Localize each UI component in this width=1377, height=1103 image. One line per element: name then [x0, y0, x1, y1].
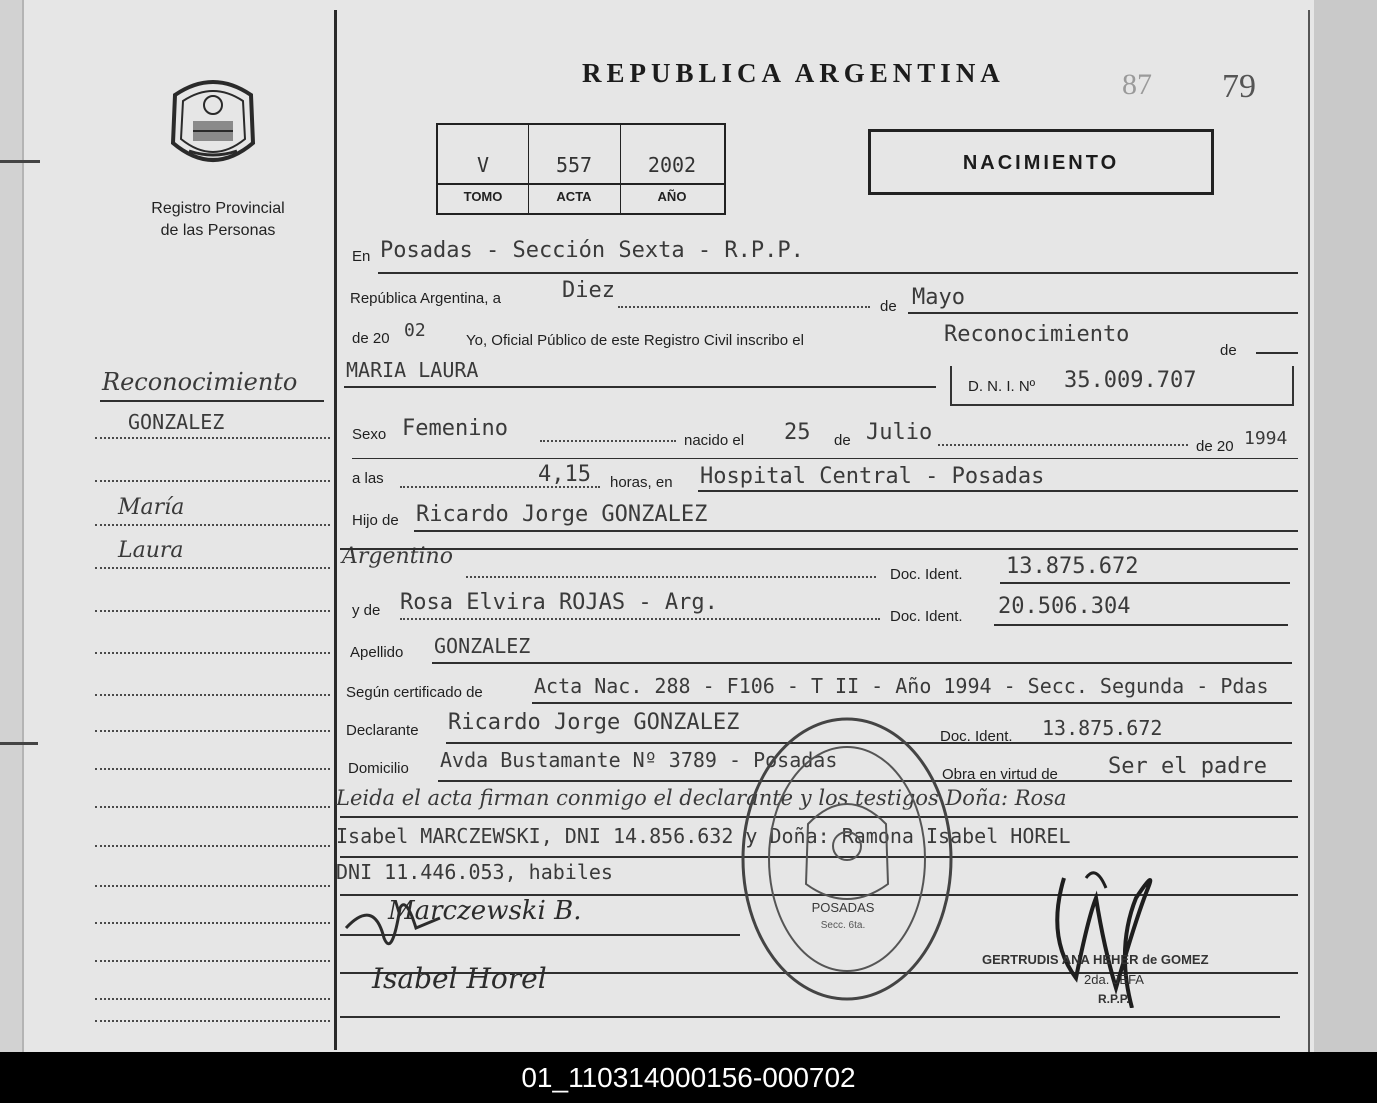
record-type-label: NACIMIENTO	[962, 152, 1120, 174]
l10-label: Apellido	[350, 644, 404, 661]
l6-value: 4,15	[538, 462, 591, 487]
l3-value: 02	[404, 320, 426, 341]
registry-name-line2: de las Personas	[160, 222, 276, 239]
l5-year: 1994	[1244, 428, 1288, 449]
l5-label: Sexo	[352, 426, 387, 443]
l12-label: Declarante	[346, 722, 419, 739]
form-dots	[540, 440, 676, 442]
l12-doc-label: Doc. Ident.	[940, 728, 1013, 745]
ano-label: AÑO	[657, 189, 687, 204]
l5-mid: nacido el	[684, 432, 745, 449]
l9-doc-value: 20.506.304	[998, 594, 1131, 619]
l11-label: Según certificado de	[346, 684, 483, 701]
form-line	[340, 548, 1298, 550]
l10-value: GONZALEZ	[434, 634, 531, 658]
binding-edge	[0, 0, 24, 1052]
acta-cell	[528, 125, 621, 213]
l12-doc-value: 13.875.672	[1042, 716, 1163, 740]
l13-value: Avda Bustamante Nº 3789 - Posadas	[440, 748, 838, 772]
form-line	[532, 702, 1292, 704]
l3-value2: Reconocimiento	[944, 322, 1130, 347]
form-dots	[618, 306, 870, 308]
stamp-section: Secc. 6ta.	[820, 920, 866, 931]
l13-label: Domicilio	[348, 760, 409, 777]
l13-mid: Obra en virtud de	[942, 766, 1058, 783]
l1-value: Posadas - Sección Sexta - R.P.P.	[380, 238, 804, 263]
tomo-value: V	[476, 153, 490, 177]
margin-annotation: Reconocimiento	[102, 368, 298, 396]
margin-given-name-2: Laura	[118, 538, 184, 563]
form-line	[344, 386, 936, 388]
official-name: GERTRUDIS ANA HEHER de GOMEZ	[982, 952, 1209, 967]
footer-id: 01_110314000156-000702	[521, 1062, 856, 1093]
form-dots	[466, 576, 876, 578]
margin-given-name-1: María	[118, 495, 185, 520]
margin-surname: GONZALEZ	[128, 410, 225, 434]
l8-doc-label: Doc. Ident.	[890, 566, 963, 583]
l9-doc-label: Doc. Ident.	[890, 608, 963, 625]
registry-name-line1: Registro Provincial	[151, 200, 285, 217]
binding-thread-mark	[0, 742, 38, 745]
tomo-cell	[438, 125, 529, 213]
form-dots	[400, 486, 600, 488]
stamp-city: POSADAS	[811, 900, 875, 915]
acta-label: ACTA	[556, 189, 592, 204]
official-stamp-icon	[738, 714, 956, 1004]
corner-number: 87	[1122, 68, 1152, 101]
form-line	[378, 272, 1298, 274]
margin-line	[95, 845, 330, 847]
l2-value2: Mayo	[912, 285, 965, 310]
margin-line	[95, 960, 330, 962]
l7-label: Hijo de	[352, 512, 399, 529]
folio-number: 79	[1222, 68, 1256, 105]
record-type-box	[868, 129, 1214, 195]
footer-bar	[0, 1052, 1377, 1103]
l5-de: de	[834, 432, 851, 449]
l3-label: de 20	[352, 330, 390, 347]
official-org: R.P.P.	[1098, 992, 1130, 1006]
l2-label: República Argentina, a	[350, 290, 501, 307]
margin-line	[95, 610, 330, 612]
ano-cell	[620, 125, 724, 213]
registry-name	[100, 198, 336, 242]
l7-value: Ricardo Jorge GONZALEZ	[416, 502, 708, 527]
l3-text: Yo, Oficial Público de este Registro Civil inscribo el	[466, 332, 804, 349]
form-line	[994, 624, 1288, 626]
signature-flourish-icon	[344, 888, 444, 958]
l8-doc-value: 13.875.672	[1006, 554, 1139, 579]
binding-thread-mark	[0, 160, 40, 163]
form-line	[908, 312, 1298, 314]
margin-line	[95, 998, 330, 1000]
provincial-seal-icon	[163, 73, 263, 173]
form-dots	[400, 618, 880, 620]
l5-day: 25	[784, 420, 811, 445]
witness-signature-1: Marczewski B.	[388, 896, 582, 926]
l16-value: DNI 11.446.053, habiles	[336, 860, 613, 884]
ano-value: 2002	[647, 153, 697, 177]
margin-line	[95, 885, 330, 887]
form-line	[414, 530, 1298, 532]
margin-line	[95, 768, 330, 770]
form-line	[432, 662, 1292, 664]
margin-underline	[100, 400, 324, 402]
l6-label: a las	[352, 470, 384, 487]
l1-label: En	[352, 248, 371, 265]
form-line	[1000, 582, 1290, 584]
l9-label: y de	[352, 602, 381, 619]
form-line	[698, 490, 1298, 492]
margin-line	[95, 730, 330, 732]
right-border	[1308, 10, 1310, 1052]
form-line	[352, 458, 1298, 459]
margin-line	[95, 922, 330, 924]
l12-value: Ricardo Jorge GONZALEZ	[448, 710, 740, 735]
l4-value: MARIA LAURA	[346, 358, 479, 382]
margin-line	[95, 694, 330, 696]
tomo-label: TOMO	[463, 189, 503, 204]
l6-place: Hospital Central - Posadas	[700, 464, 1045, 489]
margin-line	[95, 524, 330, 526]
witness-signature-2: Isabel Horel	[372, 962, 547, 995]
country-title: REPUBLICA ARGENTINA	[582, 58, 1005, 88]
l11-value: Acta Nac. 288 - F106 - T II - Año 1994 - Secc. Segunda - Pdas	[534, 674, 1269, 698]
form-line	[340, 1016, 1280, 1018]
margin-line	[95, 806, 330, 808]
l15-value: Isabel MARCZEWSKI, DNI 14.856.632 y Doña: Ramona Isabel HOREL	[336, 824, 1071, 848]
l3-end: de	[1220, 342, 1237, 359]
l5-year-label: de 20	[1196, 438, 1234, 455]
l4-dni-label: D. N. I. Nº	[968, 378, 1036, 395]
margin-divider	[334, 10, 337, 1050]
official-role: 2da. JEFA	[1084, 972, 1144, 987]
record-reference-table	[436, 123, 726, 215]
l14-value: Leida el acta firman conmigo el declarante y los testigos Doña: Rosa	[336, 786, 1067, 810]
l5-month: Julio	[866, 420, 933, 445]
l8-value: Argentino	[342, 544, 453, 569]
form-line	[1256, 352, 1298, 354]
l5-value: Femenino	[402, 416, 508, 441]
margin-line	[95, 437, 330, 439]
acta-value: 557	[555, 153, 593, 177]
l13-value2: Ser el padre	[1108, 754, 1267, 779]
margin-line	[95, 480, 330, 482]
page-edge	[1314, 0, 1377, 1052]
l9-value: Rosa Elvira ROJAS - Arg.	[400, 590, 718, 615]
form-dots	[938, 444, 1188, 446]
l2-value: Diez	[562, 278, 615, 303]
margin-line	[95, 1020, 330, 1022]
l2-mid: de	[880, 298, 897, 315]
margin-line	[95, 652, 330, 654]
l6-mid: horas, en	[610, 474, 673, 491]
margin-line	[95, 567, 330, 569]
l4-dni-value: 35.009.707	[1064, 368, 1197, 393]
